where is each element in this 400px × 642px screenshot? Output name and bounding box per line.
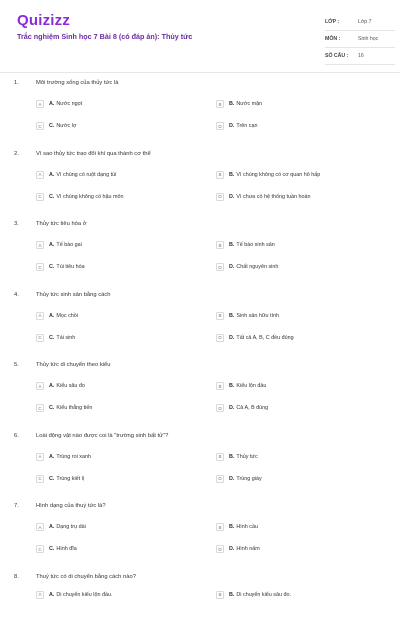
option-text: Di chuyển kiểu lộn đầu. — [56, 592, 112, 598]
option-text: Kiểu thẳng tiến — [56, 405, 92, 411]
option-checkbox[interactable]: D — [216, 263, 224, 271]
option-letter: D. — [229, 123, 234, 129]
option-checkbox[interactable]: B — [216, 382, 224, 390]
option-checkbox[interactable]: B — [216, 523, 224, 531]
answer-option[interactable] — [216, 523, 258, 531]
question-header — [14, 362, 110, 368]
answer-option[interactable] — [216, 453, 258, 461]
quizizz-logo[interactable]: Quizizz — [17, 12, 70, 29]
worksheet-meta — [325, 14, 395, 65]
answer-option[interactable] — [36, 263, 85, 271]
question-header — [14, 433, 168, 439]
option-letter: C. — [49, 546, 54, 552]
option-text: Tất cả A, B, C đều đúng — [236, 335, 293, 341]
meta-label: SỐ CÂU : — [325, 53, 358, 59]
option-letter: C. — [49, 123, 54, 129]
option-letter: C. — [49, 194, 54, 200]
option-letter: B. — [229, 592, 234, 598]
question-item — [0, 290, 400, 361]
option-checkbox[interactable]: A — [36, 171, 44, 179]
answer-option[interactable] — [216, 545, 260, 553]
question-text: Thủy tức tiêu hóa ở — [36, 221, 87, 227]
option-checkbox[interactable]: D — [216, 193, 224, 201]
question-text: Thủy tức di chuyển theo kiểu — [36, 362, 110, 368]
question-item — [0, 219, 400, 290]
option-letter: A. — [49, 454, 54, 460]
option-text: Hình cầu — [236, 524, 258, 530]
meta-label: MÔN : — [325, 36, 358, 42]
worksheet-title: Trắc nghiệm Sinh học 7 Bài 8 (có đáp án): Thủy tức — [17, 32, 192, 41]
option-text: Túi tiêu hóa — [56, 264, 84, 270]
question-text: Môi trường sống của thủy tức là — [36, 80, 118, 86]
answer-option[interactable] — [216, 263, 278, 271]
option-checkbox[interactable]: C — [36, 122, 44, 130]
option-letter: A. — [49, 313, 54, 319]
answer-option[interactable] — [216, 171, 320, 179]
option-checkbox[interactable]: A — [36, 591, 44, 599]
option-checkbox[interactable]: B — [216, 100, 224, 108]
option-checkbox[interactable]: A — [36, 382, 44, 390]
option-letter: D. — [229, 476, 234, 482]
option-text: Di chuyển kiểu sâu đo. — [236, 592, 291, 598]
option-text: Tế bào sinh sản — [236, 242, 274, 248]
option-text: Kiểu lộn đầu — [236, 383, 266, 389]
question-text: Thuỷ tức có di chuyển bằng cách nào? — [36, 574, 136, 580]
meta-label: LỚP : — [325, 19, 358, 25]
answer-option[interactable] — [36, 591, 112, 599]
question-text: Hình dạng của thuỷ tức là? — [36, 503, 106, 509]
question-number: 8. — [14, 574, 36, 580]
option-text: Trùng roi xanh — [56, 454, 91, 460]
question-item — [0, 149, 400, 220]
answer-option[interactable] — [36, 100, 82, 108]
question-text: Vì sao thủy tức trao đổi khí qua thành cơ thể — [36, 151, 151, 157]
question-list — [0, 78, 400, 642]
answer-option[interactable] — [216, 193, 310, 201]
meta-row-class — [325, 14, 395, 31]
option-letter: A. — [49, 524, 54, 530]
option-letter: D. — [229, 194, 234, 200]
question-header — [14, 151, 151, 157]
option-text: Sinh sản hữu tính — [236, 313, 279, 319]
option-checkbox[interactable]: B — [216, 453, 224, 461]
option-text: Hình nấm — [236, 546, 259, 552]
answer-option[interactable] — [36, 193, 124, 201]
option-letter: B. — [229, 101, 234, 107]
option-text: Vì chúng không có hậu môn — [56, 194, 123, 200]
answer-option[interactable] — [216, 241, 275, 249]
meta-value: Sinh học — [358, 36, 378, 42]
option-checkbox[interactable]: B — [216, 171, 224, 179]
option-text: Tế bào gai — [56, 242, 81, 248]
option-checkbox[interactable]: D — [216, 404, 224, 412]
option-letter: A. — [49, 592, 54, 598]
question-text: Loài động vật nào được coi là "trường sinh bất tử"? — [36, 433, 168, 439]
question-header — [14, 574, 136, 580]
option-text: Nước lợ — [56, 123, 76, 129]
option-letter: C. — [49, 335, 54, 341]
option-checkbox[interactable]: C — [36, 334, 44, 342]
meta-value: 16 — [358, 53, 364, 59]
meta-value: Lớp 7 — [358, 19, 372, 25]
option-checkbox[interactable]: D — [216, 545, 224, 553]
option-checkbox[interactable]: D — [216, 334, 224, 342]
option-letter: B. — [229, 383, 234, 389]
option-text: Dạng trụ dài — [56, 524, 85, 530]
answer-option[interactable] — [36, 523, 86, 531]
option-checkbox[interactable]: A — [36, 100, 44, 108]
option-text: Cả A, B đúng — [236, 405, 268, 411]
option-letter: D. — [229, 335, 234, 341]
option-letter: D. — [229, 405, 234, 411]
option-letter: B. — [229, 524, 234, 530]
option-checkbox[interactable]: C — [36, 475, 44, 483]
answer-option[interactable] — [36, 475, 84, 483]
option-checkbox[interactable]: A — [36, 241, 44, 249]
answer-option[interactable] — [36, 382, 85, 390]
answer-option[interactable] — [36, 312, 78, 320]
question-item — [0, 501, 400, 572]
answer-option[interactable] — [36, 545, 77, 553]
option-text: Kiểu sâu đo — [56, 383, 84, 389]
option-text: Trên cạn — [236, 123, 257, 129]
question-item — [0, 360, 400, 431]
option-letter: C. — [49, 264, 54, 270]
option-text: Trùng kiết lị — [56, 476, 84, 482]
option-checkbox[interactable]: A — [36, 523, 44, 531]
answer-option[interactable] — [216, 100, 262, 108]
option-letter: A. — [49, 172, 54, 178]
option-letter: C. — [49, 476, 54, 482]
question-header — [14, 292, 110, 298]
question-header — [14, 80, 118, 86]
answer-option[interactable] — [36, 241, 82, 249]
option-text: Chất nguyên sinh — [236, 264, 278, 270]
option-checkbox[interactable]: A — [36, 453, 44, 461]
question-item — [0, 572, 400, 642]
answer-option[interactable] — [216, 404, 268, 412]
answer-option[interactable] — [216, 382, 266, 390]
worksheet-header — [0, 0, 400, 73]
question-header — [14, 503, 106, 509]
option-text: Nước mặn — [236, 101, 262, 107]
option-checkbox[interactable]: C — [36, 193, 44, 201]
option-text: Mọc chồi — [56, 313, 78, 319]
answer-option[interactable] — [216, 475, 262, 483]
option-letter: A. — [49, 101, 54, 107]
option-text: Trùng giày — [236, 476, 261, 482]
answer-option[interactable] — [216, 591, 291, 599]
question-number: 1. — [14, 80, 36, 86]
option-letter: A. — [49, 383, 54, 389]
question-number: 2. — [14, 151, 36, 157]
meta-row-count — [325, 48, 395, 65]
option-letter: D. — [229, 546, 234, 552]
answer-option[interactable] — [36, 171, 116, 179]
answer-option[interactable] — [36, 453, 91, 461]
option-letter: B. — [229, 242, 234, 248]
option-checkbox[interactable]: C — [36, 545, 44, 553]
question-number: 3. — [14, 221, 36, 227]
question-item — [0, 431, 400, 502]
answer-option[interactable] — [216, 122, 257, 130]
answer-option[interactable] — [36, 404, 92, 412]
option-checkbox[interactable]: B — [216, 241, 224, 249]
question-number: 4. — [14, 292, 36, 298]
question-number: 6. — [14, 433, 36, 439]
option-text: Nước ngọt — [56, 101, 82, 107]
option-letter: D. — [229, 264, 234, 270]
meta-row-subject — [325, 31, 395, 48]
option-checkbox[interactable]: B — [216, 312, 224, 320]
question-text: Thủy tức sinh sản bằng cách — [36, 292, 110, 298]
answer-option[interactable] — [36, 122, 76, 130]
option-letter: B. — [229, 172, 234, 178]
option-checkbox[interactable]: D — [216, 475, 224, 483]
option-checkbox[interactable]: A — [36, 312, 44, 320]
question-item — [0, 78, 400, 149]
answer-option[interactable] — [216, 334, 294, 342]
answer-option[interactable] — [216, 312, 279, 320]
answer-option[interactable] — [36, 334, 75, 342]
option-text: Vì chưa có hệ thống tuần hoàn — [236, 194, 310, 200]
option-letter: B. — [229, 313, 234, 319]
option-checkbox[interactable]: C — [36, 263, 44, 271]
option-text: Vì chúng không có cơ quan hô hấp — [236, 172, 320, 178]
question-number: 5. — [14, 362, 36, 368]
option-checkbox[interactable]: D — [216, 122, 224, 130]
option-text: Vì chúng có ruột dạng túi — [56, 172, 116, 178]
option-letter: A. — [49, 242, 54, 248]
option-letter: C. — [49, 405, 54, 411]
option-text: Tái sinh — [56, 335, 75, 341]
option-checkbox[interactable]: B — [216, 591, 224, 599]
option-text: Hình đĩa — [56, 546, 76, 552]
question-number: 7. — [14, 503, 36, 509]
question-header — [14, 221, 87, 227]
option-text: Thủy tức — [236, 454, 257, 460]
option-letter: B. — [229, 454, 234, 460]
option-checkbox[interactable]: C — [36, 404, 44, 412]
